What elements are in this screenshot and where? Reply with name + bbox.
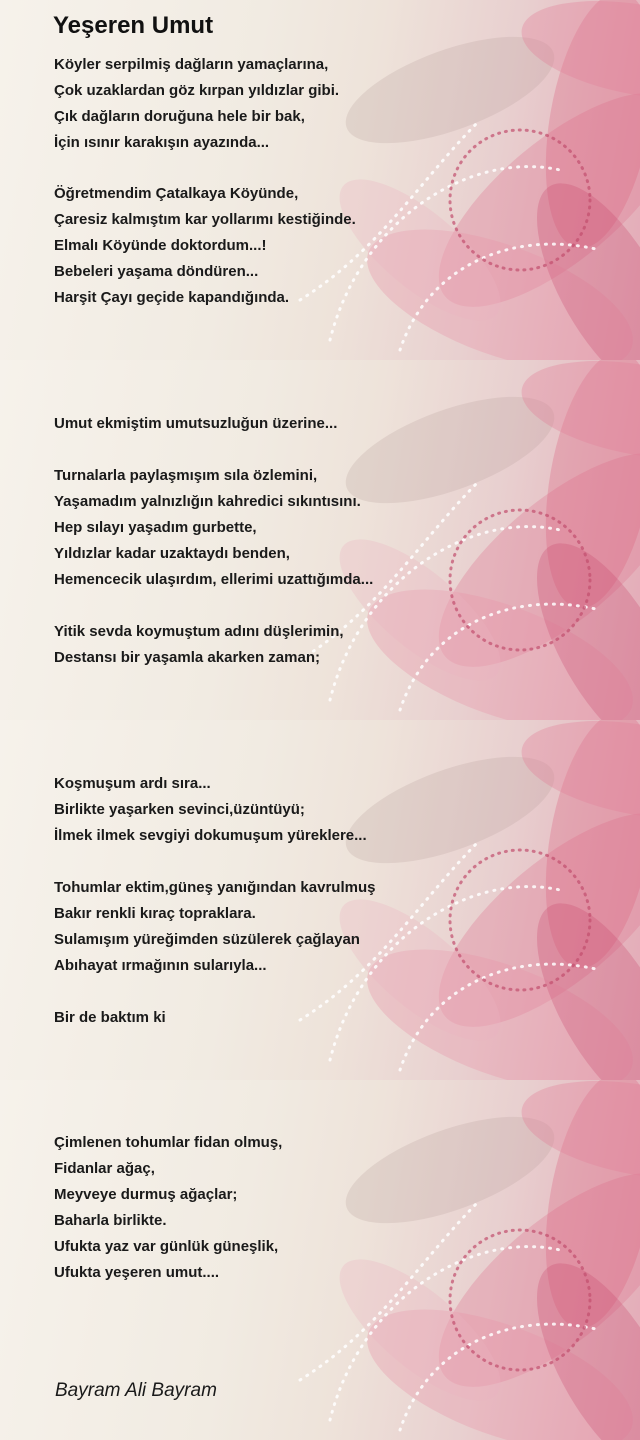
poem-line: Ufukta yeşeren umut.... [54,1264,220,1281]
poem-line: Bir de baktım ki [54,1009,166,1026]
poem-line: Tohumlar ektim,güneş yanığından kavrulmuş [54,879,376,896]
poem-line: Elmalı Köyünde doktordum...! [54,237,267,254]
poem-line: Yitik sevda koymuştum adını düşlerimin, [54,623,344,640]
poem-line: Yaşamadım yalnızlığın kahredici sıkıntısını. [54,493,361,510]
stanza-9 [54,1130,282,1286]
poem-line: Bakır renkli kıraç topraklara. [54,905,256,922]
poem-line: Abıhayat ırmağının sularıyla... [54,957,267,974]
poem-line: Hemencecik ulaşırdım, ellerimi uzattığımda... [54,571,374,588]
stanza-4 [54,463,373,593]
poem-line: Öğretmendim Çatalkaya Köyünde, [54,185,299,202]
stanza-3 [54,411,337,437]
poem-title: Yeşeren Umut [53,12,214,39]
poem-line: Hep sılayı yaşadım gurbette, [54,519,257,536]
poem-line: Koşmuşum ardı sıra... [54,775,211,792]
poem-line: Harşit Çayı geçide kapandığında. [54,289,290,306]
poem-line: Çimlenen tohumlar fidan olmuş, [54,1134,283,1151]
stanza-2 [54,181,356,311]
poem-line: Umut ekmiştim umutsuzluğun üzerine... [54,415,338,432]
stanza-7 [54,875,375,979]
poem-line: Meyveye durmuş ağaçlar; [54,1186,238,1203]
poem-line: Destansı bir yaşamla akarken zaman; [54,649,320,666]
poem-line: Köyler serpilmiş dağların yamaçlarına, [54,56,329,73]
poem-line: Çık dağların doruğuna hele bir bak, [54,108,305,125]
poem-line: Yıldızlar kadar uzaktaydı benden, [54,545,290,562]
stanza-5 [54,619,344,671]
poem-line: Çok uzaklardan göz kırpan yıldızlar gibi. [54,82,340,99]
poem-line: Turnalarla paylaşmışım sıla özlemini, [54,467,318,484]
stanza-6 [54,771,367,849]
poem-line: İçin ısınır karakışın ayazında... [54,134,270,151]
stanza-8 [54,1005,166,1031]
poem-line: Fidanlar ağaç, [54,1160,155,1177]
poem-line: Sulamışım yüreğimden süzülerek çağlayan [54,931,360,948]
poem-line: Ufukta yaz var günlük güneşlik, [54,1238,279,1255]
poem-line: Baharla birlikte. [54,1212,167,1229]
poem-line: Birlikte yaşarken sevinci,üzüntüyü; [54,801,305,818]
poem-line: Çaresiz kalmıştım kar yollarımı kestiğinde. [54,211,356,228]
author-signature: Bayram Ali Bayram [55,1380,217,1401]
poem-line: Bebeleri yaşama döndüren... [54,263,259,280]
poem-line: İlmek ilmek sevgiyi dokumuşum yüreklere... [54,827,367,844]
stanza-1 [54,52,339,156]
